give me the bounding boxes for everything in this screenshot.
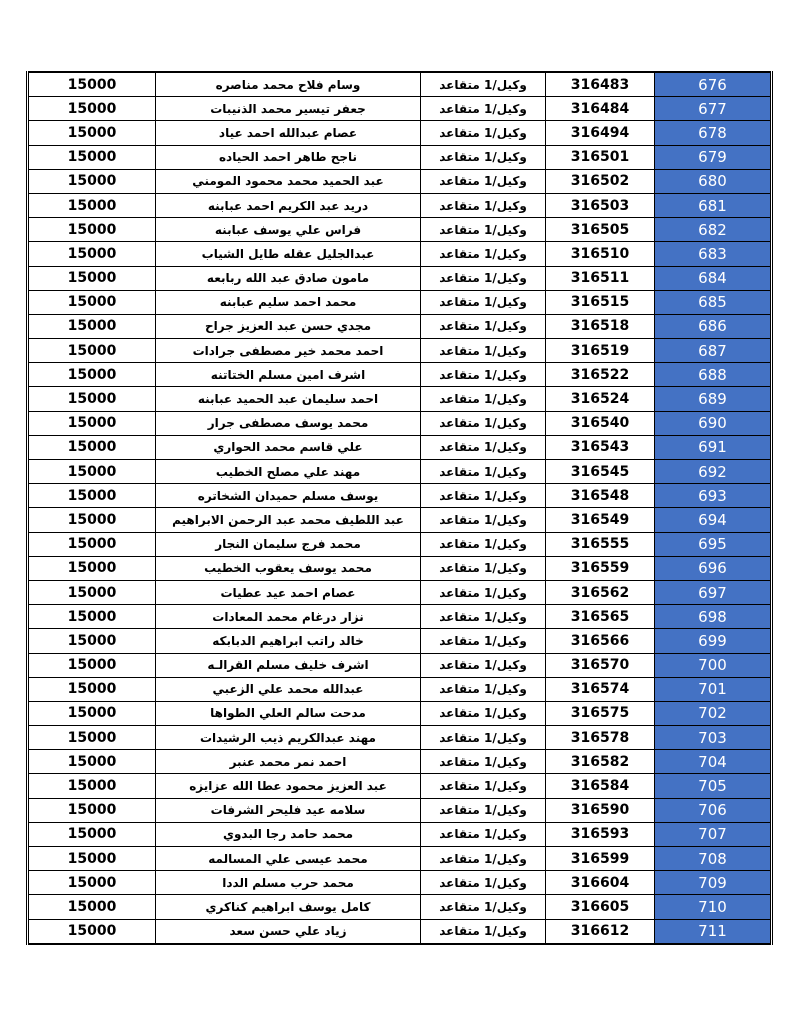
sequence-number-cell: 691: [655, 435, 772, 459]
sequence-number-cell: 700: [655, 653, 772, 677]
record-number-cell: 316593: [546, 822, 655, 846]
record-number-cell: 316545: [546, 460, 655, 484]
record-number-cell: 316522: [546, 363, 655, 387]
sequence-number-cell: 710: [655, 895, 772, 919]
record-number-cell: 316501: [546, 145, 655, 169]
sequence-number-cell: 703: [655, 726, 772, 750]
sequence-number-cell: 711: [655, 919, 772, 944]
table-row: [28, 411, 772, 435]
person-name-cell: محمد احمد سليم عبابنه: [156, 290, 421, 314]
table-row: [28, 847, 772, 871]
record-number-cell: 316540: [546, 411, 655, 435]
record-number-cell: 316559: [546, 556, 655, 580]
amount-cell: 15000: [28, 484, 156, 508]
amount-cell: 15000: [28, 387, 156, 411]
sequence-number-cell: 681: [655, 193, 772, 217]
sequence-number-cell: 677: [655, 97, 772, 121]
person-name-cell: مهند علي مصلح الخطيب: [156, 460, 421, 484]
amount-cell: 15000: [28, 435, 156, 459]
rank-status-cell: وكيل/1 متقاعد: [421, 750, 546, 774]
person-name-cell: احمد نمر محمد عنبر: [156, 750, 421, 774]
person-name-cell: زياد علي حسن سعد: [156, 919, 421, 944]
sequence-number-cell: 676: [655, 72, 772, 97]
record-number-cell: 316562: [546, 580, 655, 604]
person-name-cell: عصام احمد عيد عطيات: [156, 580, 421, 604]
rank-status-cell: وكيل/1 متقاعد: [421, 266, 546, 290]
person-name-cell: دريد عبد الكريم احمد عبابنه: [156, 193, 421, 217]
rank-status-cell: وكيل/1 متقاعد: [421, 145, 546, 169]
table-row: [28, 508, 772, 532]
amount-cell: 15000: [28, 871, 156, 895]
record-number-cell: 316484: [546, 97, 655, 121]
table-row: [28, 193, 772, 217]
record-number-cell: 316511: [546, 266, 655, 290]
sequence-number-cell: 698: [655, 605, 772, 629]
rank-status-cell: وكيل/1 متقاعد: [421, 580, 546, 604]
table-row: [28, 822, 772, 846]
rank-status-cell: وكيل/1 متقاعد: [421, 798, 546, 822]
rank-status-cell: وكيل/1 متقاعد: [421, 193, 546, 217]
rank-status-cell: وكيل/1 متقاعد: [421, 363, 546, 387]
rank-status-cell: وكيل/1 متقاعد: [421, 726, 546, 750]
amount-cell: 15000: [28, 339, 156, 363]
rank-status-cell: وكيل/1 متقاعد: [421, 72, 546, 97]
sequence-number-cell: 687: [655, 339, 772, 363]
records-table: [26, 71, 773, 945]
sequence-number-cell: 679: [655, 145, 772, 169]
table-row: [28, 726, 772, 750]
person-name-cell: عبد العزيز محمود عطا الله عزايزه: [156, 774, 421, 798]
record-number-cell: 316584: [546, 774, 655, 798]
table-row: [28, 314, 772, 338]
table-row: [28, 460, 772, 484]
person-name-cell: اشرف خليف مسلم القرالـه: [156, 653, 421, 677]
record-number-cell: 316515: [546, 290, 655, 314]
person-name-cell: احمد محمد خير مصطفى جرادات: [156, 339, 421, 363]
table-row: [28, 484, 772, 508]
table-row: [28, 532, 772, 556]
sequence-number-cell: 688: [655, 363, 772, 387]
sequence-number-cell: 696: [655, 556, 772, 580]
rank-status-cell: وكيل/1 متقاعد: [421, 169, 546, 193]
table-row: [28, 169, 772, 193]
table-row: [28, 605, 772, 629]
table-row: [28, 895, 772, 919]
record-number-cell: 316565: [546, 605, 655, 629]
sequence-number-cell: 685: [655, 290, 772, 314]
person-name-cell: مدحت سالم العلي الطواها: [156, 701, 421, 725]
table-row: [28, 750, 772, 774]
record-number-cell: 316502: [546, 169, 655, 193]
table-row: [28, 629, 772, 653]
sequence-number-cell: 707: [655, 822, 772, 846]
rank-status-cell: وكيل/1 متقاعد: [421, 242, 546, 266]
rank-status-cell: وكيل/1 متقاعد: [421, 605, 546, 629]
amount-cell: 15000: [28, 629, 156, 653]
amount-cell: 15000: [28, 774, 156, 798]
person-name-cell: محمد عيسى علي المسالمه: [156, 847, 421, 871]
sequence-number-cell: 689: [655, 387, 772, 411]
sequence-number-cell: 695: [655, 532, 772, 556]
record-number-cell: 316483: [546, 72, 655, 97]
sequence-number-cell: 705: [655, 774, 772, 798]
rank-status-cell: وكيل/1 متقاعد: [421, 556, 546, 580]
amount-cell: 15000: [28, 895, 156, 919]
table-row: [28, 72, 772, 97]
person-name-cell: علي قاسم محمد الحواري: [156, 435, 421, 459]
table-row: [28, 580, 772, 604]
amount-cell: 15000: [28, 290, 156, 314]
records-table-body: [28, 72, 772, 944]
table-row: [28, 290, 772, 314]
rank-status-cell: وكيل/1 متقاعد: [421, 314, 546, 338]
record-number-cell: 316494: [546, 121, 655, 145]
person-name-cell: مجدي حسن عبد العزيز جراح: [156, 314, 421, 338]
table-row: [28, 97, 772, 121]
sequence-number-cell: 682: [655, 218, 772, 242]
record-number-cell: 316605: [546, 895, 655, 919]
rank-status-cell: وكيل/1 متقاعد: [421, 774, 546, 798]
person-name-cell: نزار درغام محمد المعادات: [156, 605, 421, 629]
amount-cell: 15000: [28, 822, 156, 846]
record-number-cell: 316570: [546, 653, 655, 677]
person-name-cell: عبدالله محمد علي الزعبي: [156, 677, 421, 701]
table-row: [28, 435, 772, 459]
person-name-cell: جعفر تيسير محمد الذنيبات: [156, 97, 421, 121]
person-name-cell: احمد سليمان عبد الحميد عبابنه: [156, 387, 421, 411]
rank-status-cell: وكيل/1 متقاعد: [421, 701, 546, 725]
table-row: [28, 701, 772, 725]
amount-cell: 15000: [28, 121, 156, 145]
rank-status-cell: وكيل/1 متقاعد: [421, 460, 546, 484]
table-row: [28, 677, 772, 701]
sequence-number-cell: 683: [655, 242, 772, 266]
amount-cell: 15000: [28, 919, 156, 944]
table-row: [28, 556, 772, 580]
amount-cell: 15000: [28, 218, 156, 242]
person-name-cell: مهند عبدالكريم ذيب الرشيدات: [156, 726, 421, 750]
person-name-cell: محمد حرب مسلم الددا: [156, 871, 421, 895]
record-number-cell: 316555: [546, 532, 655, 556]
amount-cell: 15000: [28, 97, 156, 121]
record-number-cell: 316604: [546, 871, 655, 895]
sequence-number-cell: 702: [655, 701, 772, 725]
sequence-number-cell: 680: [655, 169, 772, 193]
amount-cell: 15000: [28, 798, 156, 822]
table-row: [28, 242, 772, 266]
record-number-cell: 316543: [546, 435, 655, 459]
sequence-number-cell: 684: [655, 266, 772, 290]
record-number-cell: 316519: [546, 339, 655, 363]
record-number-cell: 316510: [546, 242, 655, 266]
sequence-number-cell: 699: [655, 629, 772, 653]
record-number-cell: 316503: [546, 193, 655, 217]
table-row: [28, 387, 772, 411]
record-number-cell: 316548: [546, 484, 655, 508]
rank-status-cell: وكيل/1 متقاعد: [421, 822, 546, 846]
amount-cell: 15000: [28, 580, 156, 604]
table-row: [28, 653, 772, 677]
amount-cell: 15000: [28, 605, 156, 629]
amount-cell: 15000: [28, 677, 156, 701]
person-name-cell: عبدالجليل عقله طايل الشياب: [156, 242, 421, 266]
amount-cell: 15000: [28, 726, 156, 750]
amount-cell: 15000: [28, 266, 156, 290]
person-name-cell: محمد يوسف مصطفى جرار: [156, 411, 421, 435]
amount-cell: 15000: [28, 847, 156, 871]
sequence-number-cell: 709: [655, 871, 772, 895]
amount-cell: 15000: [28, 169, 156, 193]
record-number-cell: 316518: [546, 314, 655, 338]
amount-cell: 15000: [28, 556, 156, 580]
amount-cell: 15000: [28, 314, 156, 338]
rank-status-cell: وكيل/1 متقاعد: [421, 387, 546, 411]
sequence-number-cell: 704: [655, 750, 772, 774]
record-number-cell: 316574: [546, 677, 655, 701]
amount-cell: 15000: [28, 72, 156, 97]
table-row: [28, 121, 772, 145]
rank-status-cell: وكيل/1 متقاعد: [421, 532, 546, 556]
rank-status-cell: وكيل/1 متقاعد: [421, 653, 546, 677]
record-number-cell: 316582: [546, 750, 655, 774]
record-number-cell: 316524: [546, 387, 655, 411]
sequence-number-cell: 708: [655, 847, 772, 871]
rank-status-cell: وكيل/1 متقاعد: [421, 895, 546, 919]
sequence-number-cell: 690: [655, 411, 772, 435]
record-number-cell: 316575: [546, 701, 655, 725]
record-number-cell: 316566: [546, 629, 655, 653]
record-number-cell: 316612: [546, 919, 655, 944]
person-name-cell: وسام فلاح محمد مناصره: [156, 72, 421, 97]
person-name-cell: مامون صادق عبد الله ربابعه: [156, 266, 421, 290]
person-name-cell: عصام عبدالله احمد عياد: [156, 121, 421, 145]
amount-cell: 15000: [28, 411, 156, 435]
amount-cell: 15000: [28, 653, 156, 677]
sequence-number-cell: 694: [655, 508, 772, 532]
sequence-number-cell: 706: [655, 798, 772, 822]
sequence-number-cell: 692: [655, 460, 772, 484]
person-name-cell: عبد الحميد محمد محمود المومني: [156, 169, 421, 193]
table-row: [28, 145, 772, 169]
sequence-number-cell: 686: [655, 314, 772, 338]
table-row: [28, 363, 772, 387]
rank-status-cell: وكيل/1 متقاعد: [421, 218, 546, 242]
rank-status-cell: وكيل/1 متقاعد: [421, 121, 546, 145]
rank-status-cell: وكيل/1 متقاعد: [421, 290, 546, 314]
rank-status-cell: وكيل/1 متقاعد: [421, 847, 546, 871]
amount-cell: 15000: [28, 145, 156, 169]
rank-status-cell: وكيل/1 متقاعد: [421, 629, 546, 653]
record-number-cell: 316549: [546, 508, 655, 532]
person-name-cell: خالد راتب ابراهيم الدبابكه: [156, 629, 421, 653]
record-number-cell: 316599: [546, 847, 655, 871]
person-name-cell: يوسف مسلم حميدان الشخاتره: [156, 484, 421, 508]
person-name-cell: اشرف امين مسلم الختاتنه: [156, 363, 421, 387]
person-name-cell: محمد حامد رجا البدوي: [156, 822, 421, 846]
sequence-number-cell: 697: [655, 580, 772, 604]
amount-cell: 15000: [28, 460, 156, 484]
amount-cell: 15000: [28, 508, 156, 532]
table-row: [28, 266, 772, 290]
record-number-cell: 316578: [546, 726, 655, 750]
person-name-cell: عبد اللطيف محمد عبد الرحمن الابراهيم: [156, 508, 421, 532]
person-name-cell: سلامه عيد فليحر الشرفات: [156, 798, 421, 822]
rank-status-cell: وكيل/1 متقاعد: [421, 508, 546, 532]
table-row: [28, 798, 772, 822]
rank-status-cell: وكيل/1 متقاعد: [421, 411, 546, 435]
person-name-cell: فراس علي يوسف عبابنه: [156, 218, 421, 242]
table-row: [28, 218, 772, 242]
amount-cell: 15000: [28, 532, 156, 556]
rank-status-cell: وكيل/1 متقاعد: [421, 677, 546, 701]
person-name-cell: محمد فرج سليمان النجار: [156, 532, 421, 556]
amount-cell: 15000: [28, 242, 156, 266]
table-row: [28, 919, 772, 944]
sequence-number-cell: 678: [655, 121, 772, 145]
record-number-cell: 316590: [546, 798, 655, 822]
amount-cell: 15000: [28, 193, 156, 217]
person-name-cell: ناجح طاهر احمد الحياده: [156, 145, 421, 169]
sequence-number-cell: 693: [655, 484, 772, 508]
record-number-cell: 316505: [546, 218, 655, 242]
rank-status-cell: وكيل/1 متقاعد: [421, 97, 546, 121]
amount-cell: 15000: [28, 750, 156, 774]
table-row: [28, 871, 772, 895]
rank-status-cell: وكيل/1 متقاعد: [421, 435, 546, 459]
sequence-number-cell: 701: [655, 677, 772, 701]
rank-status-cell: وكيل/1 متقاعد: [421, 871, 546, 895]
table-row: [28, 774, 772, 798]
amount-cell: 15000: [28, 701, 156, 725]
person-name-cell: محمد يوسف يعقوب الخطيب: [156, 556, 421, 580]
person-name-cell: كامل يوسف ابراهيم كناكري: [156, 895, 421, 919]
amount-cell: 15000: [28, 363, 156, 387]
rank-status-cell: وكيل/1 متقاعد: [421, 339, 546, 363]
table-row: [28, 339, 772, 363]
rank-status-cell: وكيل/1 متقاعد: [421, 484, 546, 508]
rank-status-cell: وكيل/1 متقاعد: [421, 919, 546, 944]
